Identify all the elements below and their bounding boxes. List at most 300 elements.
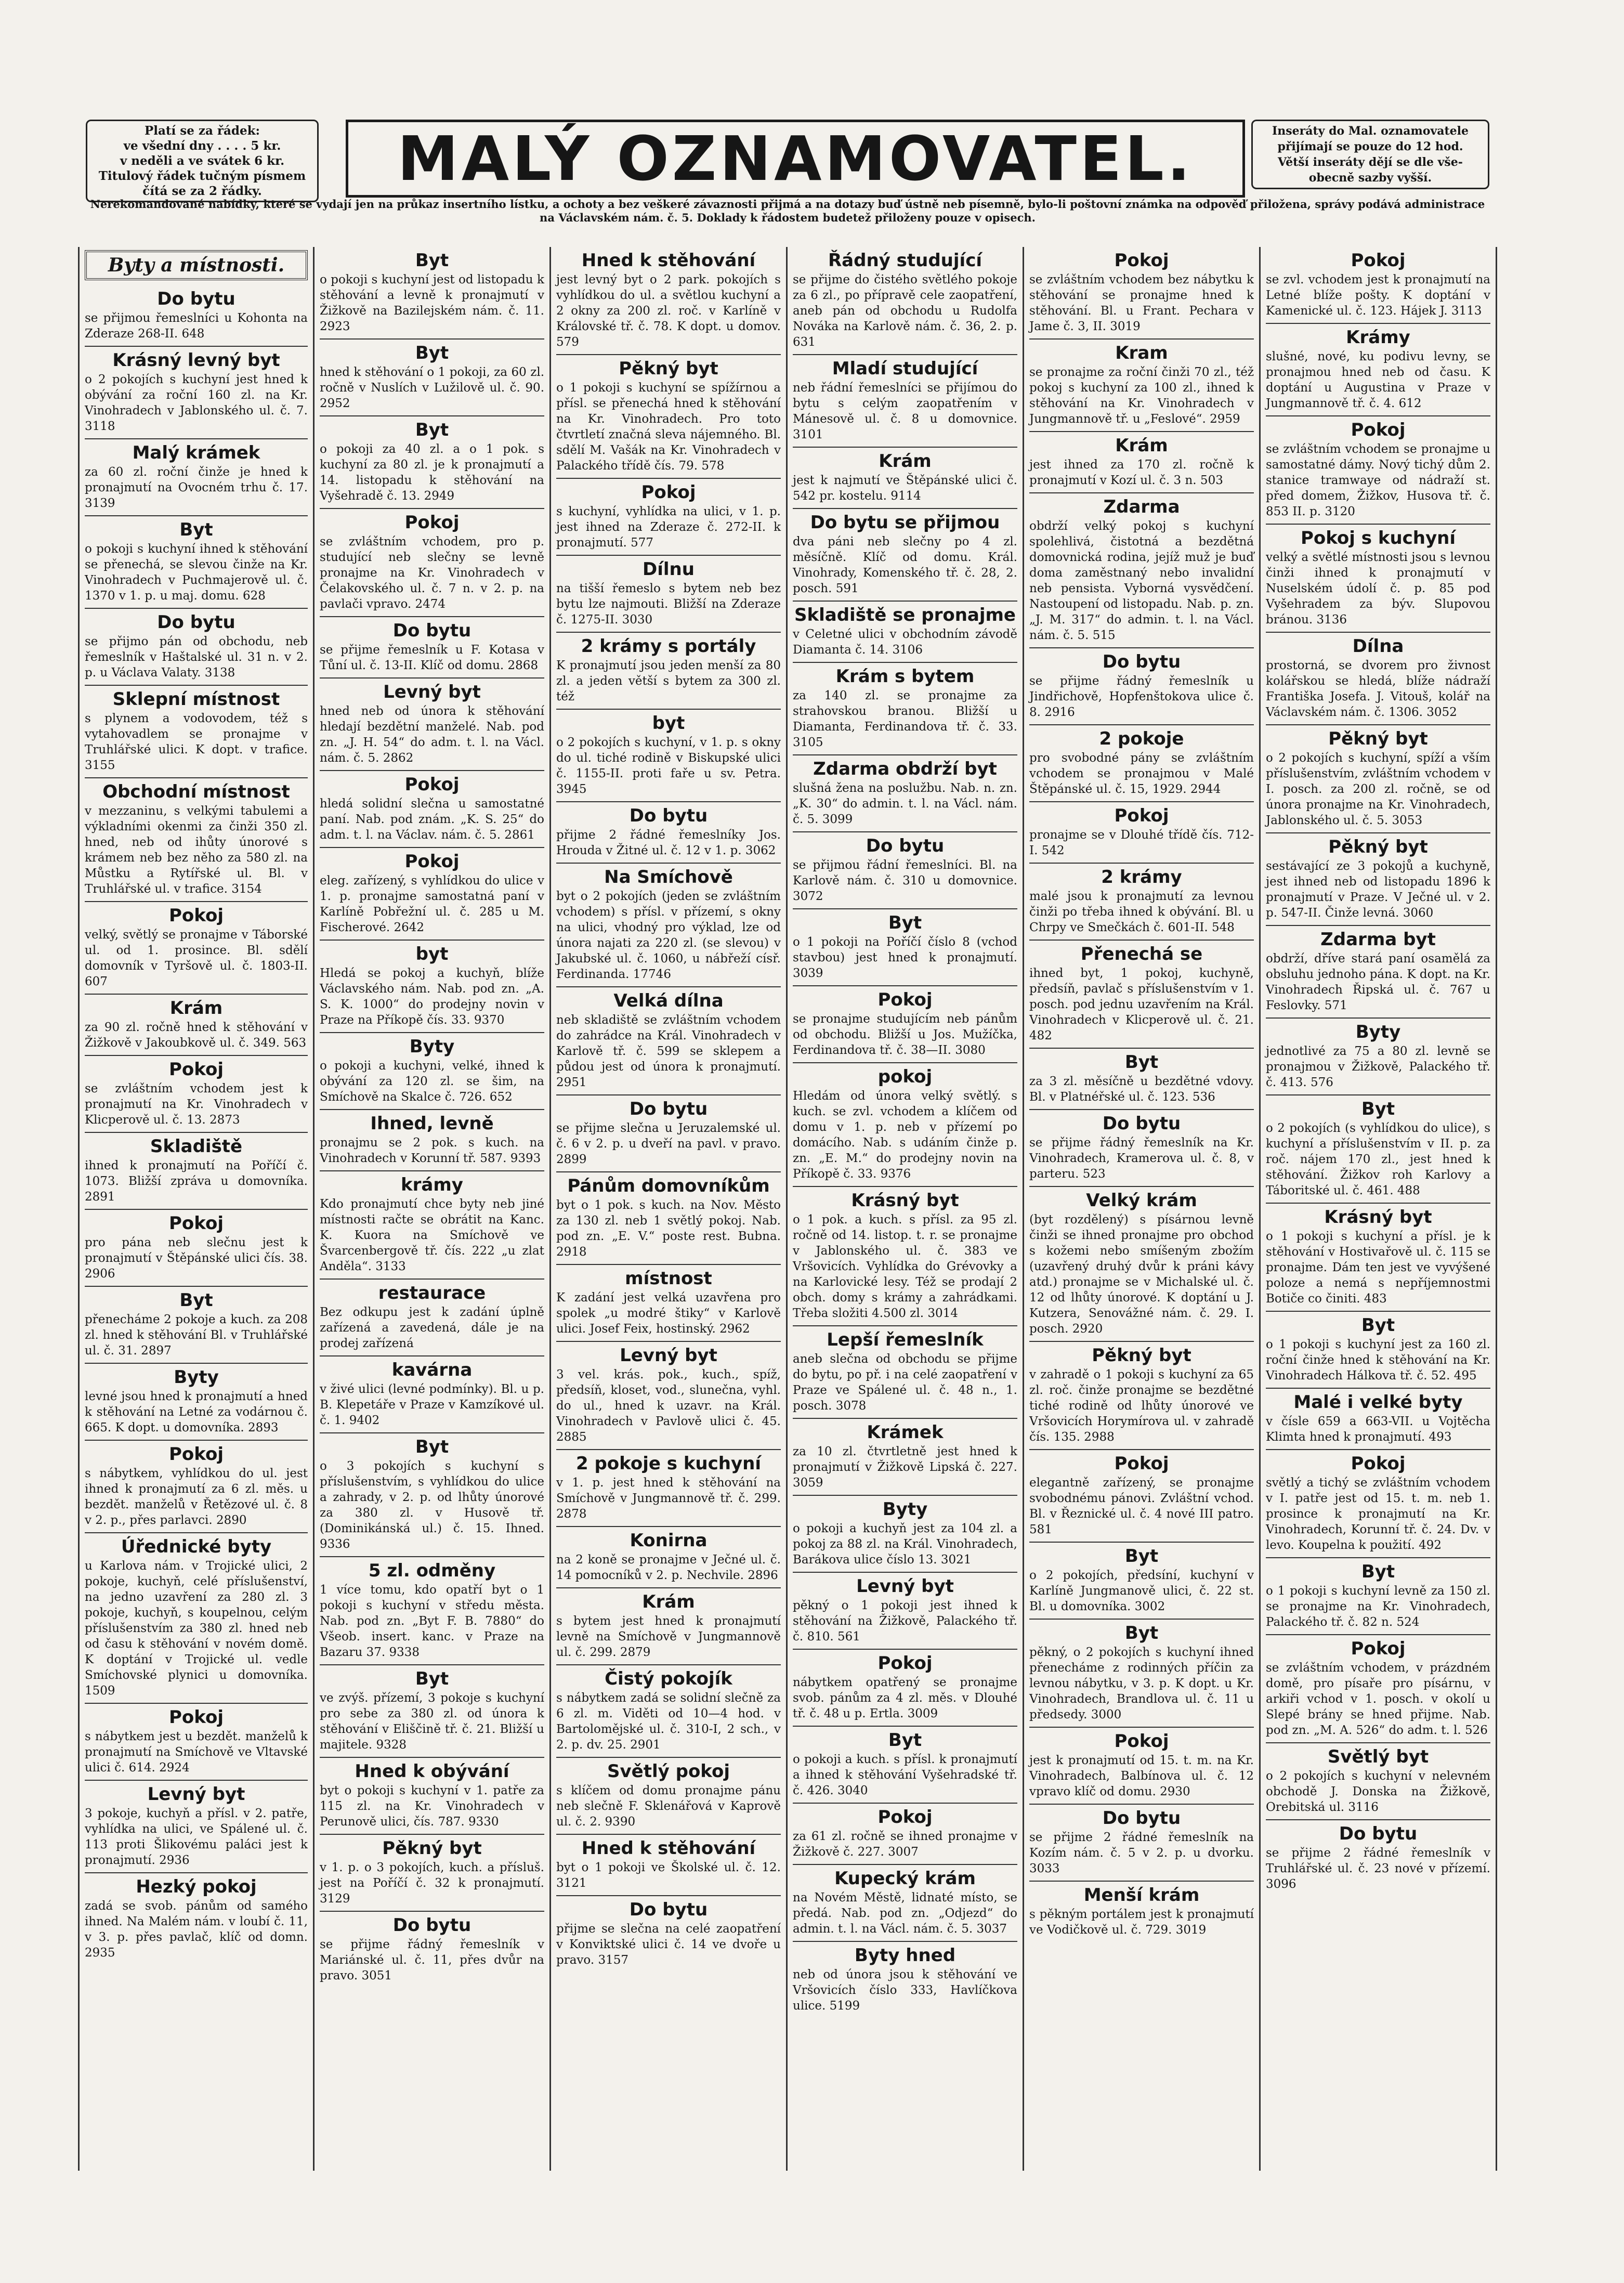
- ad-headline: Pokoj: [169, 1707, 224, 1728]
- ad-text: o pokoji a kuchyň jest za 104 zl. a pokoj za 88 zl. na Král. Vinohradech, Barákova ulice číslo 13. 3021: [793, 1522, 1017, 1567]
- classified-ad: [793, 1419, 1017, 1496]
- ad-headline: Do bytu: [1102, 651, 1181, 672]
- ad-text: o 2 pokojích s kuchyní v nelevném obchodě J. Donska na Žižkově, Orebitská ul. 3116: [1266, 1769, 1490, 1814]
- ad-headline: Konirna: [630, 1530, 708, 1551]
- classified-ad: [1029, 1450, 1254, 1543]
- classified-ad: [85, 1441, 308, 1533]
- classified-ad: [1029, 802, 1254, 864]
- ad-text: s nábytkem, vyhlídkou do ul. jest ihned k pronajmutí za 6 zl. měs. u bezdět. manželů v Řetězové ul. č. 8 v 2. p., přes parlavci. 2890: [85, 1467, 308, 1527]
- classified-ad: [320, 416, 544, 509]
- ad-headline: Čistý pokojík: [605, 1668, 732, 1689]
- classified-ad: [85, 1704, 308, 1781]
- section-heading: Byty a místnosti.: [85, 250, 308, 280]
- ad-headline: Do bytu: [629, 805, 708, 826]
- ad-headline: Pokoj: [169, 905, 224, 926]
- ad-headline: Hezký pokoj: [136, 1876, 257, 1897]
- ad-text: eleg. zařízený, s vyhlídkou do ulice v 1. p. pronajme samostatná paní v Karlíně Pobřežní ul. č. 285 u M. Fischerové. 2642: [320, 874, 544, 934]
- classified-ad: [320, 340, 544, 416]
- ad-headline: Byt: [415, 1668, 449, 1689]
- ad-headline: Byt: [1124, 1546, 1159, 1567]
- classified-ad: [793, 1942, 1017, 2018]
- ad-headline: Hned k stěhování: [581, 250, 756, 271]
- ad-headline: Pokoj: [878, 1807, 933, 1828]
- ad-headline: Levný byt: [620, 1345, 717, 1366]
- ad-text: o pokoji s kuchyní ihned k stěhování se přenechá, se slevou činže na Kr. Vinohradech v Puchmajerově ul. č. 1370 v 1. p. u maj. domu. 628: [85, 542, 308, 603]
- ad-headline: Pokoj: [404, 512, 460, 533]
- ad-text: se zvláštním vchodem, pro p. studující neb slečny se levně pronajme na Kr. Vinohradech v Čelakovského ul. č. 7 n. v 2. p. na pavlači vpravo. 2474: [320, 535, 544, 611]
- ad-headline: 2 pokoje s kuchyní: [575, 1453, 762, 1474]
- ad-headline: Pokoj: [1114, 250, 1169, 271]
- ad-text: byt o 1 pok. s kuch. na Nov. Město za 130 zl. neb 1 světlý pokoj. Nab. pod zn. „E. V.“ poste rest. Bubna. 2918: [556, 1198, 781, 1259]
- classified-ad: [556, 1265, 781, 1342]
- ad-text: světlý a tichý se zvláštním vchodem v I. patře jest od 15. t. m. neb 1. prosince k pronajmutí na Kr. Vinohradech, Korunní tř. č. 24. Dv. v levo. Koupelna k použití. 492: [1266, 1476, 1490, 1552]
- ad-text: dva páni neb slečny po 4 zl. měsíčně. Klíč od domu. Král. Vinohrady, Komenského tř. č. 28, 2. posch. 591: [793, 535, 1017, 595]
- ad-text: v mezzaninu, s velkými tabulemi a výkladními okenmi za činži 350 zl. hned, neb od ihůty únorové s krámem neb bez něho za 580 zl. na Můstku a Rytířské ul. Bl. v Truhlářské ul. v trafice. 3154: [85, 804, 308, 896]
- classified-ad: [1029, 432, 1254, 493]
- classified-ad: [320, 771, 544, 848]
- classified-ad: [320, 509, 544, 617]
- ad-text: malé jsou k pronajmutí za levnou činži po třeba ihned k obývání. Bl. u Chrpy ve Smečkách č. 601-II. 548: [1029, 890, 1254, 934]
- classified-ad: [320, 1171, 544, 1280]
- classified-ad: [1266, 1635, 1490, 1743]
- ad-headline: Do bytu: [1102, 1808, 1181, 1829]
- ad-headline: Byt: [888, 912, 922, 933]
- classified-ad: [85, 1364, 308, 1441]
- classified-ad: [793, 1063, 1017, 1187]
- ad-headline: Krám: [642, 1591, 695, 1612]
- ad-text: o 1 pokoji s kuchyní jest za 160 zl. roční činže hned k stěhování na Kr. Vinohradech Hálkova tř. č. 52. 495: [1266, 1338, 1490, 1382]
- classified-ad: [1029, 1187, 1254, 1342]
- ad-text: slušná žena na poslužbu. Nab. n. zn. „K. 30“ do admin. t. l. na Václ. nám. č. 5. 3099: [793, 781, 1017, 826]
- classified-ad: [1266, 247, 1490, 324]
- classified-ad: [556, 1450, 781, 1527]
- ad-text: o 2 pokojích s kuchyní, v 1. p. s okny do ul. tiché rodině v Biskupské ulici č. 1155-II. proti faře u sv. Petra. 3945: [556, 736, 781, 796]
- classified-ad: [1029, 1342, 1254, 1450]
- classified-ad: [1029, 340, 1254, 432]
- ad-headline: Byt: [179, 519, 213, 540]
- ad-text: Hledá se pokoj a kuchyň, blíže Václavského nám. Nab. pod zn. „A. S. K. 1000“ do prodejny novin v Praze na Příkopě čís. 33. 9370: [320, 967, 544, 1027]
- classified-ad: [556, 710, 781, 802]
- ad-headline: Byt: [415, 420, 449, 440]
- ad-headline: Kupecký krám: [834, 1868, 976, 1889]
- ad-headline: Na Smíchově: [604, 867, 733, 888]
- ad-headline: Krám: [169, 998, 223, 1019]
- info-line: obecně sazby vyšší.: [1308, 171, 1432, 185]
- ad-headline: 2 pokoje: [1099, 728, 1184, 749]
- ad-text: se zvláštním vchodem se pronajme u samostatné dámy. Nový tichý dům 2. stanice tramwaye od nádraží st. před domem, Žižkov, Husova tř. č. 853 II. p. 3120: [1266, 442, 1490, 518]
- ad-headline: Do bytu: [1102, 1113, 1181, 1134]
- classified-ad: [1266, 1312, 1490, 1389]
- classified-ad: [793, 832, 1017, 909]
- classified-ad: [1266, 1820, 1490, 1896]
- classified-ad: [1266, 1450, 1490, 1558]
- ad-headline: Obchodní místnost: [102, 781, 290, 802]
- classified-ad: [85, 439, 308, 516]
- ad-headline: byt: [415, 944, 449, 964]
- classified-ad: [85, 1210, 308, 1287]
- ad-headline: Krámy: [1346, 327, 1410, 348]
- ad-headline: Pokoj s kuchyní: [1300, 528, 1456, 549]
- classified-ad: [556, 1095, 781, 1172]
- classified-ad: [1266, 1389, 1490, 1450]
- classified-ad: [320, 1033, 544, 1110]
- ad-text: slušné, nové, ku podivu levny, se pronajmou hned neb od času. K doptání u Augustina v Praze v Jungmannově tř. č. 4. 612: [1266, 350, 1490, 410]
- ad-text: o pokoji a kuch. s přísl. k pronajmutí a ihned k stěhování Vyšehradské tř. č. 426. 3040: [793, 1753, 1017, 1797]
- price-box: [86, 120, 319, 202]
- ad-headline: Levný byt: [383, 682, 481, 702]
- classified-ad: [85, 1056, 308, 1133]
- ad-headline: Hned k obývání: [355, 1761, 509, 1782]
- ad-headline: Pokoj: [169, 1444, 224, 1465]
- ad-headline: Pokoj: [1351, 1638, 1406, 1659]
- classified-ad: [793, 1326, 1017, 1419]
- classified-ad: [1029, 725, 1254, 802]
- ad-text: Bez odkupu jest k zadání úplně zařízená a zavedená, dále je na prodej zařízená: [320, 1306, 544, 1350]
- ad-text: levné jsou hned k pronajmutí a hned k stěhování na Letné za vodárnou č. 665. K dopt. u domovníka. 2893: [85, 1390, 308, 1434]
- classified-ad: [556, 355, 781, 479]
- ad-headline: Krásný byt: [1324, 1207, 1432, 1228]
- classified-ad: [1266, 1743, 1490, 1820]
- classified-ad: [320, 1280, 544, 1356]
- classified-ad: [320, 848, 544, 941]
- ad-headline: Byt: [415, 250, 449, 271]
- ad-headline: Skladiště se pronajme: [794, 605, 1016, 625]
- classified-ad: [1029, 247, 1254, 340]
- ad-headline: Světlý byt: [1327, 1746, 1429, 1767]
- ad-text: o 1 pokoji s kuchyní a přísl. je k stěhování v Hostivařově ul. č. 115 se pronajme. Dám ten jest ve vyvýšené poloze a nemá s nepříjemnostmi Botiče co činiti. 483: [1266, 1230, 1490, 1306]
- ad-text: se přijme slečna u Jeruzalemské ul. č. 6 v 2. p. u dveří na pavl. v pravo. 2899: [556, 1121, 781, 1166]
- classified-ad: [793, 247, 1017, 355]
- ad-headline: Dílnu: [643, 559, 695, 580]
- classified-ad: [1266, 633, 1490, 725]
- ad-headline: Dílna: [1352, 636, 1404, 657]
- ad-text: se přijme do čistého světlého pokoje za 6 zl., po přípravě cele zaopatření, aneb pán od obchodu u Rudolfa Nováka na Karlově nám. č. 36, 2. p. 631: [793, 273, 1017, 349]
- ad-text: přijme se slečna na celé zaopatření v Konviktské ulici č. 14 ve dvoře u pravo. 3157: [556, 1922, 781, 1967]
- ad-column: [78, 247, 315, 2171]
- ad-headline: Malé i velké byty: [1293, 1392, 1463, 1413]
- classified-ad: [85, 778, 308, 902]
- ad-text: o 2 pokojích (s vyhlídkou do ulice), s kuchyní a příslušenstvím v II. p. za roč. nájem 170 zl., jest hned k stěhování. Žižkov roh Karlovy a Táboritské ul. č. 461. 488: [1266, 1121, 1490, 1197]
- ad-text: s nábytkem zadá se solidní slečně za 6 zl. m. Viděti od 10—4 hod. v Bartolomějské ul. č. 310-I, 2 sch., v 2. p. dv. 25. 2901: [556, 1691, 781, 1752]
- classified-ad: [793, 1496, 1017, 1573]
- ad-text: přenecháme 2 pokoje a kuch. za 208 zl. hned k stěhování Bl. v Truhlářské ul. č. 31. 2897: [85, 1313, 308, 1358]
- ad-headline: Levný byt: [147, 1784, 245, 1805]
- ad-headline: Malý krámek: [132, 442, 260, 463]
- ad-headline: Kram: [1115, 343, 1168, 363]
- ad-text: pěkný, o 2 pokojích s kuchyní ihned přenecháme z rodinných příčin za levnou nábytku, v 3. p. K dopt. u Kr. Vinohradech, Brandlova ul. č. 11 u předsedy. 3000: [1029, 1646, 1254, 1721]
- classified-ad: [556, 556, 781, 633]
- ad-headline: Pokoj: [878, 1653, 933, 1674]
- ad-text: sestávající ze 3 pokojů a kuchyně, jest ihned neb od listopadu 1896 k pronajmutí v Praze. V Ječné ul. v 2. p. 547-II. Činže levná. 3060: [1266, 859, 1490, 920]
- ad-headline: Byty: [1355, 1022, 1401, 1042]
- ad-text: ihned byt, 1 pokoj, kuchyně, předsíň, pavlač s příslušenstvím v 1. posch. pod jednu uzavřením na Král. Vinohradech v Klicperově ul. č. 21. 482: [1029, 967, 1254, 1042]
- ad-text: za 10 zl. čtvrtletně jest hned k pronajmutí v Žižkově Lipská č. 227. 3059: [793, 1445, 1017, 1490]
- classified-ad: [556, 479, 781, 556]
- ad-headline: krámy: [401, 1175, 463, 1195]
- ad-headline: Pokoj: [1114, 1453, 1169, 1474]
- ad-text: se zvláštním vchodem bez nábytku k stěhování se pronajme hned k stěhování. Bl. u Frant. Pechara v Jame č. 3, II. 3019: [1029, 273, 1254, 333]
- ad-text: s pěkným portálem jest k pronajmutí ve Vodičkově ul. č. 729. 3019: [1029, 1908, 1254, 1937]
- ad-text: pronajmu se 2 pok. s kuch. na Vinohradech v Korunní tř. 587. 9393: [320, 1136, 544, 1165]
- ad-headline: Menší krám: [1083, 1885, 1200, 1906]
- ad-text: se přijme 2 řádné řemeslník na Kozím nám. č. 5 v 2. p. u dvorku. 3033: [1029, 1831, 1254, 1875]
- ad-column: [1261, 247, 1497, 2171]
- ad-text: za 140 zl. se pronajme za strahovskou branou. Bližší u Diamanta, Ferdinandova tř. č. 33. 3105: [793, 689, 1017, 749]
- ad-text: obdrží velký pokoj s kuchyní spolehlivá, čistotná a bezdětná domovnická rodina, jejíž muž je buď doma zaměstnaný nebo invalidní neb pensista. Vyborná vysvědčení. Nastoupení od listopadu. Nab. p. zn. „J. M. 317“ do admin. t. l. na Václ. nám. č. 5. 515: [1029, 519, 1254, 642]
- ad-text: 3 pokoje, kuchyň a přísl. v 2. patře, vyhlídka na ulici, ve Spálené ul. č. 113 proti Šlikovému paláci jest k pronajmutí. 2936: [85, 1807, 308, 1867]
- ad-text: K zadání jest velká uzavřena pro spolek „u modré štiky“ v Karlově ulici. Josef Feix, hostinský. 2962: [556, 1291, 781, 1336]
- classified-ad: [320, 1356, 544, 1433]
- classified-ad: [556, 1527, 781, 1588]
- ad-headline: Byt: [1361, 1315, 1395, 1336]
- ad-headline: Do bytu se přijmou: [810, 512, 1000, 533]
- classified-ad: [556, 1172, 781, 1265]
- classified-ad: [1266, 725, 1490, 833]
- ad-text: v zahradě o 1 pokoji s kuchyní za 65 zl. roč. činže pronajme se bezdětné tiché rodině od lhůty únorové ve Vršovicích Horymírova ul. v zahradě čís. 135. 2988: [1029, 1368, 1254, 1444]
- classified-ad: [556, 1896, 781, 1972]
- ad-headline: Do bytu: [629, 1099, 708, 1119]
- ad-text: jest k pronajmutí od 15. t. m. na Kr. Vinohradech, Balbínova ul. č. 12 vpravo klíč od domu. 2930: [1029, 1754, 1254, 1798]
- ad-headline: Pokoj: [404, 774, 460, 795]
- classified-ad: [793, 1727, 1017, 1804]
- ad-text: o 1 pokoji s kuchyní se spížírnou a přísl. se přenechá hned k stěhování na Kr. Vinohradech. Pro toto čtvrtletí značná sleva nájemného. Bl. sdělí M. Vašák na Kr. Vinohradech v Palackého třídě čís. 79. 578: [556, 381, 781, 473]
- ad-text: jest ihned za 170 zl. ročně k pronajmutí v Kozí ul. č. 3 n. 503: [1029, 458, 1254, 487]
- ad-text: o pokoji za 40 zl. a o 1 pok. s kuchyní za 80 zl. je k pronajmutí a 14. listopadu k stěhování na Vyšehradě č. 13. 2949: [320, 442, 544, 503]
- ad-headline: Mladí studující: [832, 358, 978, 379]
- ad-headline: Byty: [174, 1367, 219, 1388]
- ad-text: v Celetné ulici v obchodním závodě Diamanta č. 14. 3106: [793, 628, 1017, 657]
- ad-text: za 90 zl. ročně hned k stěhování v Žižkově v Jakoubkově ul. č. 349. 563: [85, 1021, 308, 1050]
- ad-headline: Zdarma byt: [1320, 929, 1436, 950]
- ad-headline: Pokoj: [404, 851, 460, 872]
- ad-text: zadá se svob. pánům od samého ihned. Na Malém nám. v loubí č. 11, v 3. p. přes pavlač, klíč od domn. 2935: [85, 1899, 308, 1960]
- ad-text: byt o 1 pokoji ve Školské ul. č. 12. 3121: [556, 1861, 781, 1890]
- classified-ad: [1029, 1728, 1254, 1805]
- ad-text: ihned k pronajmutí na Poříčí č. 1073. Bližší zpráva u domovníka. 2891: [85, 1159, 308, 1204]
- ad-text: elegantně zařízený, se pronajme svobodnému pánovi. Zvláštní vchod. Bl. v Řeznické ul. č. 4 nové III patro. 581: [1029, 1476, 1254, 1536]
- price-line: Titulový řádek tučným písmem: [98, 169, 306, 183]
- ad-text: se zvláštním vchodem jest k pronajmutí na Kr. Vinohradech v Klicperově ul. č. 13. 2873: [85, 1082, 308, 1127]
- classified-ad: [556, 802, 781, 864]
- ad-headline: pokoj: [878, 1066, 933, 1087]
- ad-text: na Novém Městě, lidnaté místo, se předá. Nab. pod zn. „Odjezd“ do admin. t. l. na Václ. nám. č. 5. 3037: [793, 1891, 1017, 1936]
- ad-headline: Do bytu: [1339, 1823, 1418, 1844]
- classified-ad: [320, 1433, 544, 1557]
- ad-column: [551, 247, 788, 2171]
- classified-ad: [556, 987, 781, 1095]
- ad-text: K pronajmutí jsou jeden menší za 80 zl. a jeden větší s bytem za 300 zl. též: [556, 659, 781, 703]
- ad-headline: Úřednické byty: [121, 1536, 272, 1557]
- ad-headline: Hned k stěhování: [581, 1838, 756, 1859]
- ad-text: neb od února jsou k stěhování ve Vršovicích číslo 333, Havlíčkova ulice. 5199: [793, 1968, 1017, 2013]
- ad-text: o pokoji a kuchyni, velké, ihned k obývání za 120 zl. se šim, na Smíchově na Skalce č. 726. 652: [320, 1059, 544, 1104]
- ad-headline: restaurace: [378, 1283, 486, 1303]
- ad-headline: Do bytu: [866, 836, 945, 856]
- classified-ad: [793, 663, 1017, 755]
- ad-text: jest levný byt o 2 park. pokojích s vyhlídkou do ul. a světlou kuchyní a 2 okny za 200 zl. roč. v Karlíně v Královské tř. č. 78. K dopt. u domov. 579: [556, 273, 781, 349]
- classified-ad: [1266, 1019, 1490, 1095]
- classified-ad: [320, 679, 544, 771]
- ad-headline: Pěkný byt: [1328, 728, 1428, 749]
- ad-text: o 1 pok. a kuch. s přísl. za 95 zl. ročně od 14. listop. t. r. se pronajme v Jablonského ul. č. 383 ve Vršovicích. Vyhlídka do Grévovky a na Karlovické lesy. Též se prodají 2 obch. domy s krámy a zahrádkami. Třeba složiti 4.500 zl. 3014: [793, 1213, 1017, 1320]
- ad-text: s bytem jest hned k pronajmutí levně na Smíchově v Jungmannově ul. č. 299. 2879: [556, 1614, 781, 1659]
- classified-ad: [1266, 1095, 1490, 1204]
- insertion-info-box: [1251, 120, 1489, 189]
- ad-headline: Do bytu: [157, 612, 235, 633]
- ad-headline: Velká dílna: [613, 990, 724, 1011]
- ad-text: Hledám od února velký světlý. s kuch. se zvl. vchodem a klíčem od domu v 1. p. neb v přízemí po domácího. Nab. s udáním činže p. zn. „E. M.“ do prodejny novin na Příkopě č. 33. 9376: [793, 1089, 1017, 1181]
- ad-headline: byt: [652, 713, 685, 734]
- ad-headline: Levný byt: [856, 1576, 954, 1597]
- ad-text: se pronajme za roční činži 70 zl., též pokoj s kuchyní za 100 zl., ihned k stěhování na Kr. Vinohradech v Jungmannově tř. u „Feslové“. 2959: [1029, 366, 1254, 426]
- price-line: Platí se za řádek:: [144, 124, 260, 138]
- ad-text: nábytkem opatřený se pronajme svob. pánům za 4 zl. měs. v Dlouhé tř. č. 48 u p. Ertla. 3009: [793, 1676, 1017, 1720]
- ad-text: v čísle 659 a 663-VII. u Vojtěcha Klimta hned k pronajmutí. 493: [1266, 1415, 1490, 1444]
- ad-text: se přijmou řádní řemeslníci. Bl. na Karlově nám. č. 310 u domovnice. 3072: [793, 858, 1017, 903]
- classified-ad: [1266, 926, 1490, 1019]
- info-line: přijímají se pouze do 12 hod.: [1277, 140, 1463, 153]
- ad-headline: Pokoj: [169, 1213, 224, 1234]
- classified-ad: [1266, 1558, 1490, 1635]
- ad-text: se přijme řádný řemeslník v Mariánské ul. č. 11, přes dvůr na pravo. 3051: [320, 1938, 544, 1982]
- ad-headline: Byt: [415, 343, 449, 363]
- info-line: Inseráty do Mal. oznamovatele: [1272, 124, 1469, 138]
- classified-ad: [320, 1110, 544, 1171]
- ad-headline: 2 krámy s portály: [581, 636, 756, 657]
- classified-ad: [556, 1342, 781, 1450]
- classified-ad: [793, 448, 1017, 509]
- classified-ad: [1029, 864, 1254, 941]
- ad-text: aneb slečna od obchodu se přijme do bytu, po př. i na celé zaopatření v Praze ve Spálené ul. č. 48 n., 1. posch. 3078: [793, 1352, 1017, 1413]
- ad-column: [1024, 247, 1261, 2171]
- classified-ad: [85, 902, 308, 995]
- ad-text: byt o pokoji s kuchyní v 1. patře za 115 zl. na Kr. Vinohradech v Perunově ulici, čís. 787. 9330: [320, 1784, 544, 1829]
- classified-ad: [320, 1912, 544, 1988]
- ad-headline: Byt: [1124, 1052, 1159, 1073]
- ad-text: ve zvýš. přízemí, 3 pokoje s kuchyní pro sebe za 380 zl. od února k stěhování v Eliščině tř. č. 21. Bližší u majitele. 9328: [320, 1691, 544, 1752]
- ad-headline: kavárna: [391, 1360, 473, 1380]
- ad-headline: Krám: [1115, 435, 1168, 456]
- ad-text: 3 vel. krás. pok., kuch., spíž, předsíň, kloset, vod., slunečna, vyhl. do ul., hned k uzavr. na Král. Vinohradech v Pavlově ulici č. 45. 2885: [556, 1368, 781, 1444]
- ad-headline: Pokoj: [878, 989, 933, 1010]
- ad-headline: Byt: [179, 1290, 213, 1311]
- ad-text: pro svobodné pány se zvláštním vchodem se pronajmou v Malé Štěpánské ul. č. 15, 1929. 2944: [1029, 751, 1254, 796]
- ad-text: prostorná, se dvorem pro živnost kolářskou se hledá, blíže nádraží Františka Josefa. J. Vitouš, kolář na Václavském nám. č. 1306. 3052: [1266, 659, 1490, 719]
- ad-column: [788, 247, 1024, 2171]
- ad-column: [315, 247, 551, 2171]
- classified-ad: [556, 864, 781, 987]
- ad-headline: Pokoj: [641, 482, 696, 503]
- ad-headline: Byt: [1361, 1561, 1395, 1582]
- classified-ad: [793, 1865, 1017, 1942]
- ad-text: obdrží, dříve stará paní osamělá za obsluhu jednoho pána. K dopt. na Kr. Vinohradech Řipská ul. č. 767 u Feslovky. 571: [1266, 952, 1490, 1012]
- ad-headline: Do bytu: [392, 620, 472, 641]
- ad-text: o pokoji s kuchyní jest od listopadu k stěhování a levně k pronajmutí v Žižkově na Bazilejském nám. č. 11. 2923: [320, 273, 544, 333]
- ad-headline: Do bytu: [157, 289, 235, 309]
- classified-ad: [85, 995, 308, 1056]
- ad-headline: Krásný levný byt: [112, 350, 280, 371]
- ad-text: s klíčem od domu pronajme pánu neb slečně F. Sklenářová v Kaprově ul. č. 2. 9390: [556, 1784, 781, 1829]
- classified-ad: [793, 755, 1017, 832]
- classified-ad: [556, 1835, 781, 1896]
- classified-ad: [793, 355, 1017, 448]
- ad-headline: Byty hned: [854, 1945, 956, 1966]
- ad-headline: Ihned, levně: [370, 1113, 494, 1134]
- ad-text: Kdo pronajmutí chce byty neb jiné místnosti račte se obrátit na Kanc. K. Kuora na Smíchově ve Švarcenbergově tř. čís. 222 „u zlat Anděla“. 3133: [320, 1197, 544, 1273]
- ad-headline: Byt: [1361, 1099, 1395, 1119]
- ad-headline: 5 zl. odměny: [368, 1560, 496, 1581]
- classified-ad: [320, 941, 544, 1033]
- classified-ad: [1029, 648, 1254, 725]
- ad-headline: Pěkný byt: [1328, 837, 1428, 857]
- ad-text: o 2 pokojích s kuchyní, spíží a vším příslušenstvím, zvláštním vchodem v I. posch. za 200 zl. ročně, se od února pronajme na Kr. Vinohradech, Jablonského ul. č. 5. 3053: [1266, 751, 1490, 827]
- ad-headline: Byt: [888, 1730, 922, 1751]
- ad-headline: místnost: [625, 1268, 712, 1289]
- ad-text: velký a světlé místnosti jsou s levnou činži ihned k pronajmutí v Nuselském údolí č. p. 85 pod Vyšehradem za býv. Slupovou bránou. 3136: [1266, 551, 1490, 627]
- masthead: [86, 114, 1489, 234]
- page-title: MALÝ OZNAMOVATEL.: [397, 123, 1194, 194]
- ad-text: o 3 pokojích s kuchyní s příslušenstvím, s vyhlídkou do ulice a zahrady, v 2. p. od lhůty únorové za 380 zl. v Husově tř. (Dominikánská ul.) č. 15. Ihned. 9336: [320, 1459, 544, 1551]
- classified-ad: [320, 1665, 544, 1758]
- ad-headline: Pokoj: [169, 1059, 224, 1080]
- ad-headline: Pokoj: [1114, 1731, 1169, 1752]
- page-title-box: [346, 120, 1245, 198]
- ad-headline: Pánům domovníkům: [567, 1176, 770, 1196]
- ad-text: jest k najmutí ve Štěpánské ulici č. 542 pr. kostelu. 9114: [793, 474, 1017, 503]
- ad-text: s nábytkem jest u bezdět. manželů k pronajmutí na Smíchově ve Vltavské ulici č. 614. 2924: [85, 1730, 308, 1775]
- ad-headline: Skladiště: [150, 1136, 243, 1157]
- ad-text: za 60 zl. roční činže je hned k pronajmutí na Ovocném trhu č. 17. 3139: [85, 465, 308, 510]
- ad-text: (byt rozdělený) s písárnou levně činži se ihned pronajme pro obchod s kožemi nebo smíšeným zbožím (uzavřený druhý dvůr k práni kávy atd.) pronajme se v Michalské ul. č. 12 od lhůty únorové. K doptání u J. Kutzera, Senovážné nám. č. 29. I. posch. 2920: [1029, 1213, 1254, 1336]
- ad-headline: 2 krámy: [1101, 867, 1182, 888]
- ad-columns: [78, 247, 1497, 2171]
- ad-headline: Krám s bytem: [835, 666, 975, 687]
- ad-headline: Byty: [409, 1036, 455, 1057]
- classified-ad: [320, 1835, 544, 1912]
- classified-ad: [85, 1287, 308, 1364]
- ad-headline: Zdarma obdrží byt: [813, 759, 997, 779]
- ad-text: se přijme řemeslník u F. Kotasa v Tůní ul. č. 13-II. Klíč od domu. 2868: [320, 643, 544, 672]
- classified-ad: [1029, 941, 1254, 1049]
- classified-ad: [1266, 1204, 1490, 1312]
- ad-text: pěkný o 1 pokoji jest ihned k stěhování na Žižkově, Palackého tř. č. 810. 561: [793, 1599, 1017, 1643]
- ad-headline: Zdarma: [1103, 497, 1180, 517]
- classified-ad: [85, 285, 308, 347]
- ad-text: 1 více tomu, kdo opatří byt o 1 pokoji s kuchyní v středu města. Nab. pod zn. „Byt F. B. 7880“ do Všeob. insert. kanc. v Praze na Bazaru 37. 9338: [320, 1583, 544, 1659]
- ad-headline: Řádný studující: [828, 250, 983, 271]
- info-line: Větší inseráty dějí se dle vše-: [1278, 155, 1463, 169]
- ad-text: o 1 pokoji s kuchyní levně za 150 zl. se pronajme na Kr. Vinohradech, Palackého tř. č. 82 n. 524: [1266, 1584, 1490, 1629]
- ad-text: za 61 zl. ročně se ihned pronajme v Žižkově č. 227. 3007: [793, 1830, 1017, 1859]
- ad-text: byt o 2 pokojích (jeden se zvláštním vchodem) s přísl. v přízemí, s okny na ulici, vhodný pro výklad, lze od února najati za 220 zl. (se slevou) v Jakubské ul. č. 1060, u nábřeží císř. Ferdinanda. 17746: [556, 890, 781, 981]
- ad-headline: Byt: [1124, 1623, 1159, 1643]
- ad-headline: Byty: [882, 1499, 928, 1520]
- ad-text: s plynem a vodovodem, též s vytahovadlem se pronajme v Truhlářské ulici. K dopt. v trafice. 3155: [85, 712, 308, 772]
- classified-ad: [85, 516, 308, 609]
- classified-ad: [85, 1133, 308, 1210]
- ad-text: se pronajme studujícím neb pánům od obchodu. Bližší u Jos. Mužíčka, Ferdinandova tř. č. 38—II. 3080: [793, 1012, 1017, 1057]
- ad-text: u Karlova nám. v Trojické ulici, 2 pokoje, kuchyň, celé příslušenství, na jedno uzavření za 280 zl. 3 pokoje, kuchyň, s koupelnou, celým příslušenstvím za 380 zl. hned neb od času k stěhování v novém domě. K doptání v Trojické ul. vedle Smíchovské plynici u domovníka. 1509: [85, 1559, 308, 1698]
- ad-headline: Pokoj: [1351, 250, 1406, 271]
- classified-ad: [1266, 416, 1490, 525]
- classified-ad: [1029, 1543, 1254, 1620]
- header-note: Nerekomandované nabídky, které se vydají jen na průkaz insertního lístku, a ochoty a bez veškeré závaznosti přijmá a na dotazy buď ústně neb písemně, bylo-li poštovní známka na odpověď přiložena, správy podává administrace na Václavském nám. č. 5. Doklady k řádostem budetež přiloženy pouze v opisech.: [90, 198, 1485, 224]
- classified-ad: [556, 1665, 781, 1758]
- classified-ad: [1029, 1620, 1254, 1728]
- classified-ad: [320, 617, 544, 679]
- ad-text: na tišší řemeslo s bytem neb bez bytu lze najmouti. Bližší na Zderaze č. 1275-II. 3030: [556, 582, 781, 627]
- classified-ad: [1029, 1110, 1254, 1187]
